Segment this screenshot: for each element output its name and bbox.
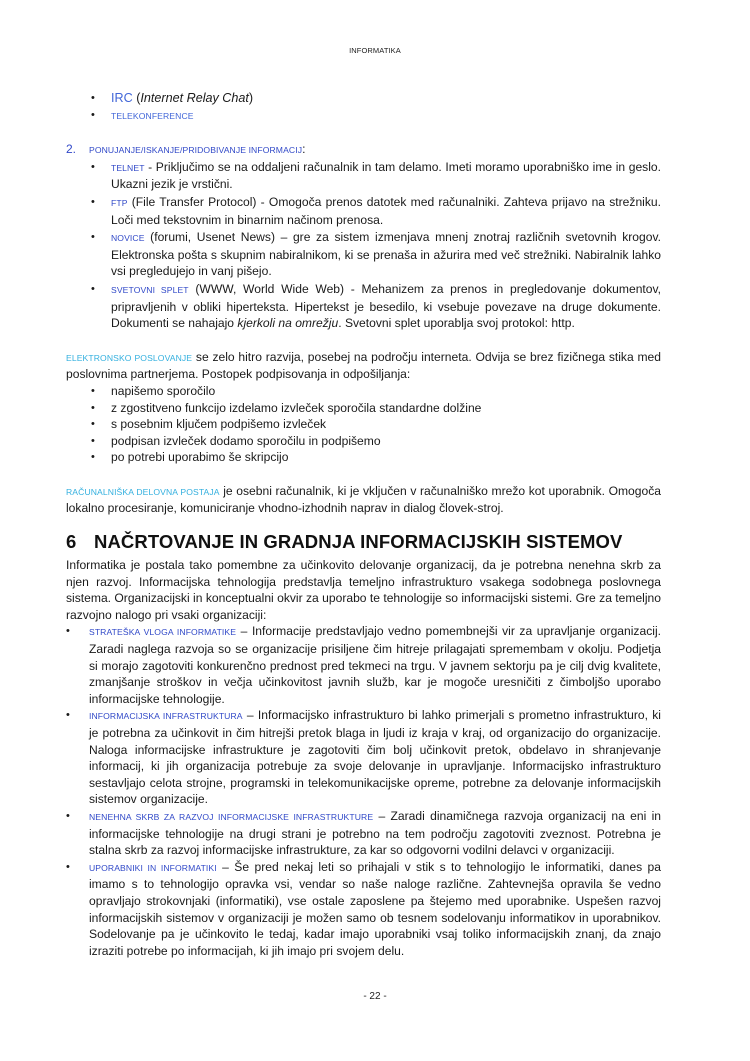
list-item: • NOVICE (forumi, Usenet News) – gre za sistem izmenjava mnenj znotraj različnih svetovnih krogov. Elektronska pošta s skupnim nabiralnikom, ki se prenaša in ažurira med več strežniki. Nabiralnik lahko vsi pregledujejo in vanj pišejo.: [91, 230, 661, 279]
list-item: • s posebnim ključem podpišemo izvleček: [91, 417, 327, 432]
bullet-icon: •: [91, 282, 95, 295]
bullet-icon: •: [91, 418, 95, 431]
list-item: • INFORMACIJSKA INFRASTRUKTURA – Informacijsko infrastrukturo bi lahko primerjali s prometno infrastrukturo, ki je potrebna za učinkovit in čim hitrejši pretok blaga in ljudi iz kraja v kraj, od organizacijo do organizacije. Naloga informacijske infrastrukture je zagotoviti čim bolj učinkovit pretok, obdelavo in shranjevanje informacij, ki jih organizacija potrebuje za svoje delovanje in upravljanje. Informacijsko infrastrukturo sestavljajo celota strojne, programski in telekomunikacijske opreme, potrebne za delovanje informacijskih sistemov organizacije.: [66, 708, 661, 807]
chapter-title: NAČRTOVANJE IN GRADNJA INFORMACIJSKIH SISTEMOV: [94, 531, 623, 553]
term-label: FTP: [111, 197, 128, 208]
term-label: IRC: [111, 91, 133, 105]
term-label: UPORABNIKI IN INFORMATIKI: [89, 862, 217, 873]
bullet-icon: •: [91, 195, 95, 208]
chapter-list: [66, 623, 661, 959]
term-label: STRATEŠKA VLOGA INFORMATIKE: [89, 627, 237, 638]
bullet-icon: •: [66, 709, 70, 722]
section-2: 2. PONUJANJE/ISKANJE/PRIDOBIVANJE INFORMACIJ:: [66, 142, 306, 157]
ecommerce-steps: [66, 383, 661, 466]
bullet-icon: •: [91, 384, 95, 397]
list-item: • IRC (Internet Relay Chat): [91, 91, 254, 105]
chapter-heading: [66, 531, 661, 553]
term-label: NENEHNA SKRB ZA RAZVOJ INFORMACIJSKE INFRASTRUKTURE: [89, 811, 374, 822]
term-label: TELNET: [111, 162, 145, 173]
workstation-paragraph: RAČUNALNIŠKA DELOVNA POSTAJA je osebni računalnik, ki je vključen v računalniško mrežo kot uporabnik. Omogoča lokalno procesiranje, komuniciranje vhodno-izhodnih naprav in dialog človek-stroj.: [66, 483, 662, 516]
chapter-intro: Informatika je postala tako pomembne za učinkovito delovanje organizacij, da je potrebna nenehna skrb za njen razvoj. Informacijska tehnologija predstavlja temeljno infrastrukturo vsakega sodobnega poslovnega sistema. Organizacijski in konceptualni okvir za uporabo te tehnologije so informacijski sistemi. Gre za temeljno razvojno nalogo pri vsaki organizaciji:: [66, 558, 661, 622]
list-item: • UPORABNIKI IN INFORMATIKI – Še pred nekaj leti so prihajali v stik s to tehnologijo le informatiki, danes pa imamo s to tehnologijo opravka vsi, vendar so naše naloge različne. Zahtevnejša opravila še vedno opravljajo strokovnjaki (informatiki), vse ostale zaposlene pa štejemo med uporabnike. Uspešen razvoj informacijskih sistemov v organizaciji je možen samo ob tesnem sodelovanju informatikov in uporabnikov. Sodelovanje pa je učinkovito le tedaj, kadar imajo uporabniki vsaj toliko informacijskih znanj, da znajo izraziti potrebe po informacijah, ki jih imajo pri svojem delu.: [66, 859, 661, 958]
list-item: • po potrebi uporabimo še skripcijo: [91, 450, 289, 465]
bullet-icon: •: [91, 92, 95, 104]
list-item: • NENEHNA SKRB ZA RAZVOJ INFORMACIJSKE INFRASTRUKTURE – Zaradi dinamičnega razvoja organizacij na eni in informacijske tehnologije na drugi strani je potrebno na tem področju zagotoviti zveznost. Potrebna je stalna skrb za razvoj informacijske infrastrukture, za kar so odgovorni vodilni delavci v organizaciji.: [66, 808, 662, 858]
list-item: • napišemo sporočilo: [91, 383, 216, 398]
top-list: [66, 90, 661, 124]
list-item: • STRATEŠKA VLOGA INFORMATIKE – Informacije predstavljajo vedno pomembnejši vir za upravljanje organizacij. Zaradi naglega razvoja so se organizacije prisiljene čim hitreje prilagajati spremembam v okolju. Podjetja si morajo zagotoviti konkurenčno prednost pred tekmeci na trgu. V javnem sektorju pa je cilj dvig kvalitete, zmanjšanje stroškov in večja učinkovitost javnih služb, kar je mogoče uresničiti z čimboljšo uporabo informacijske tehnologije.: [66, 624, 661, 706]
list-item: • TELNET - Priključimo se na oddaljeni računalnik in tam delamo. Imeti moramo uporabniško ime in geslo. Ukazni jezik je vrstični.: [91, 159, 661, 192]
page-header: INFORMATIKA: [349, 46, 401, 55]
ecommerce-paragraph: ELEKTRONSKO POSLOVANJE se zelo hitro razvija, posebej na področju interneta. Odvija se brez fizičnega stika med poslovnima partnerjema. Postopek podpisovanja in odpošiljanja:: [66, 349, 661, 382]
section-title: PONUJANJE/ISKANJE/PRIDOBIVANJE INFORMACIJ: [89, 145, 303, 156]
list-item: [66, 107, 661, 125]
bullet-icon: •: [91, 108, 95, 121]
list-item: • SVETOVNI SPLET (WWW, World Wide Web) - Mehanizem za prenos in pregledovanje dokumentov, pripravljenih v obliki hiperteksta. Hipertekst je besedilo, ki vsebuje povezave na druge dokumente. Dokumenti se nahajajo kjerkoli na omrežju. Svetovni splet uporablja svoj protokol: http.: [91, 281, 662, 331]
term-label: ELEKTRONSKO POSLOVANJE: [66, 352, 193, 363]
bullet-icon: •: [91, 451, 95, 464]
section-2-list: [66, 159, 661, 332]
page-content: [66, 90, 662, 959]
bullet-icon: •: [91, 401, 95, 414]
section-number: 2.: [66, 142, 77, 157]
page-number: - 22 -: [363, 991, 387, 1002]
term-label: SVETOVNI SPLET: [111, 284, 189, 295]
bullet-icon: •: [91, 231, 95, 244]
chapter-number: 6: [66, 531, 77, 553]
term-label: NOVICE: [111, 233, 145, 244]
term-label: INFORMACIJSKA INFRASTRUKTURA: [89, 711, 243, 722]
bullet-icon: •: [91, 160, 95, 173]
bullet-icon: •: [66, 625, 70, 638]
bullet-icon: •: [66, 860, 70, 873]
bullet-icon: •: [66, 809, 70, 822]
bullet-icon: •: [91, 434, 95, 447]
term-label: TELEKONFERENCE: [111, 110, 194, 121]
list-item: • FTP (File Transfer Protocol) - Omogoča prenos datotek med računalniki. Zahteva prijavo na strežniku. Loči med tekstovnim in binarnim načinom prenosa.: [91, 194, 661, 227]
term-label: RAČUNALNIŠKA DELOVNA POSTAJA: [66, 486, 220, 497]
list-item: • podpisan izvleček dodamo sporočilu in podpišemo: [91, 433, 381, 448]
list-item: • z zgostitveno funkcijo izdelamo izvleček sporočila standardne dolžine: [91, 400, 482, 415]
